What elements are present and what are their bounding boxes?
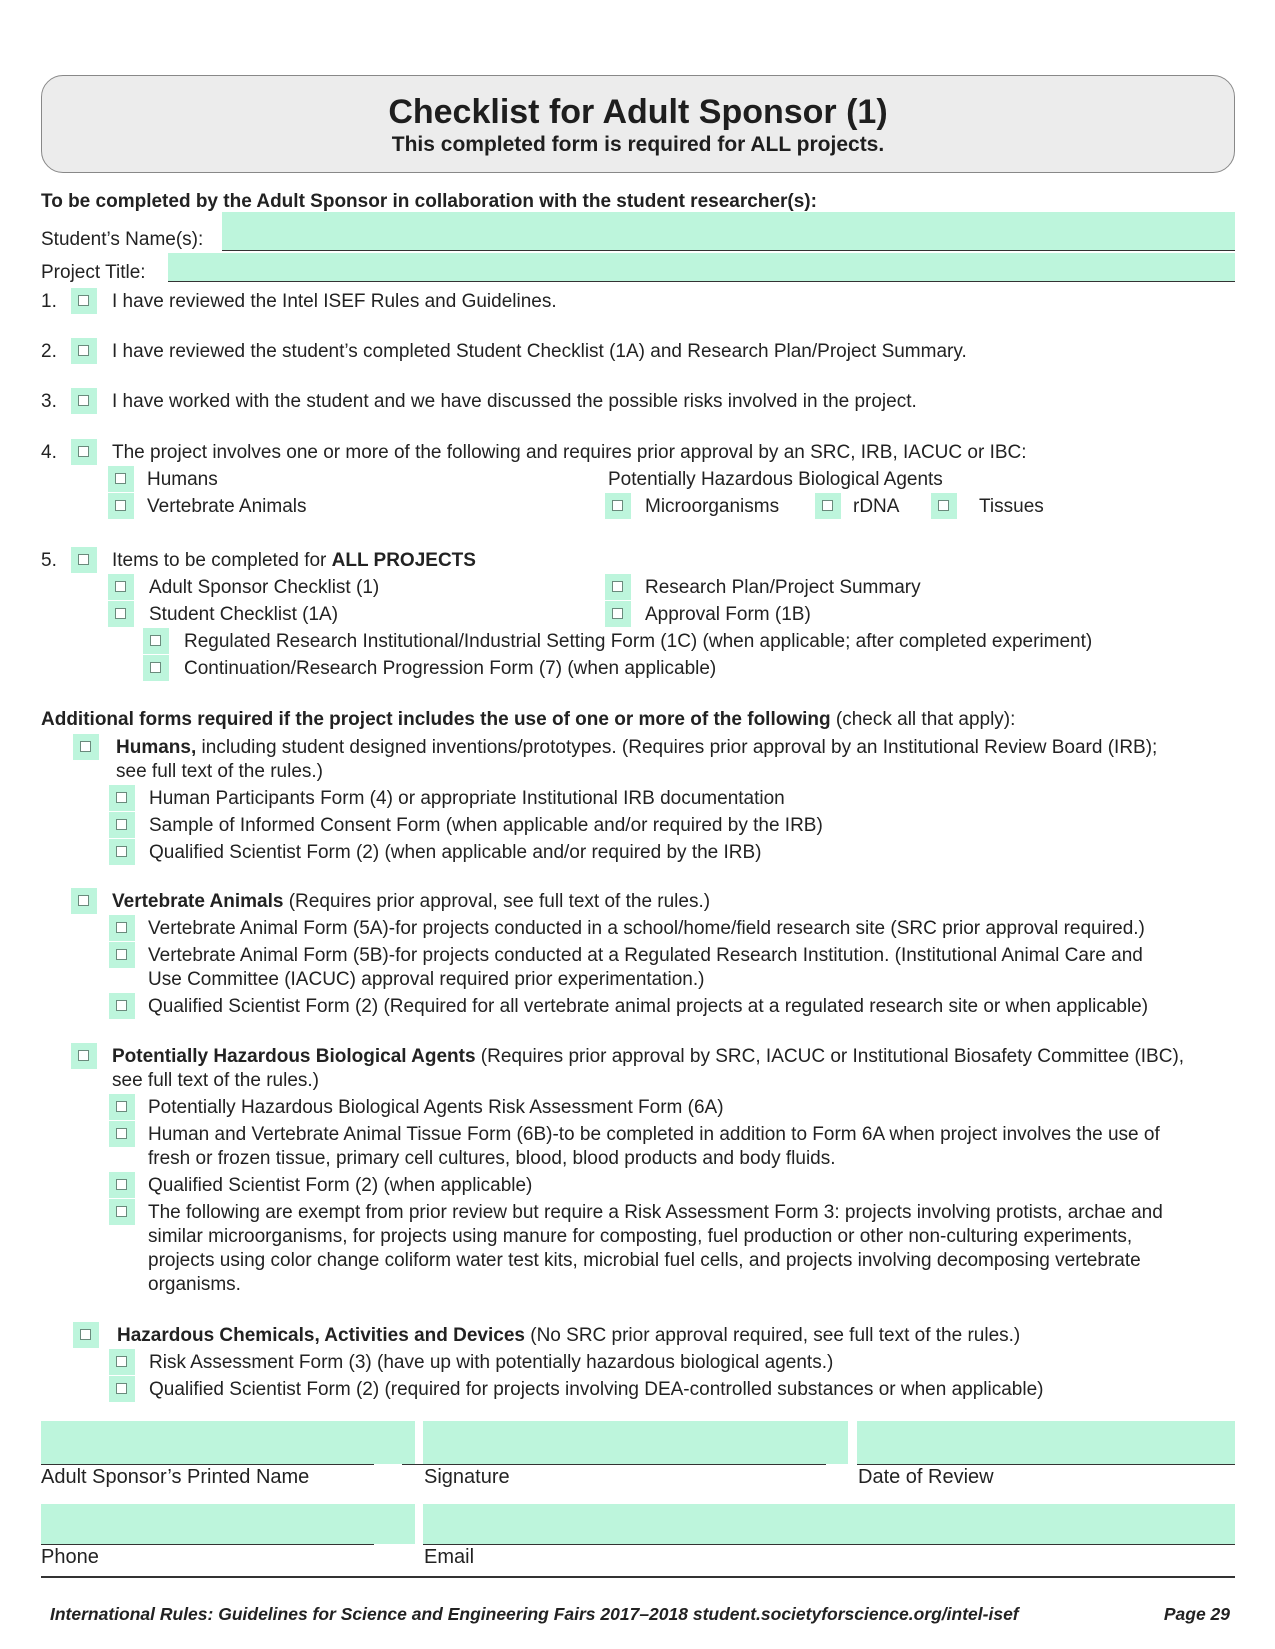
item-3-number: 3.: [41, 391, 57, 412]
item-1-checkbox[interactable]: [71, 288, 97, 314]
date-of-review-field[interactable]: [857, 1421, 1235, 1464]
add-hazardous-text: Hazardous Chemicals, Activities and Devices (No SRC prior approval required, see full text of the rules.): [117, 1325, 1021, 1346]
student-names-label: Student’s Name(s):: [41, 229, 204, 250]
humans-qualified-scientist-checkbox[interactable]: [109, 839, 135, 865]
page-subtitle: This completed form is required for ALL projects.: [391, 133, 885, 156]
item-4-text: The project involves one or more of the following and requires prior approval by an SRC, IRB, IACUC or IBC:: [112, 442, 1027, 463]
printed-name-field[interactable]: [41, 1421, 415, 1464]
signature-label: Signature: [424, 1466, 510, 1488]
project-title-label: Project Title:: [41, 262, 146, 283]
microorganisms-label: Microorganisms: [645, 496, 780, 517]
vertebrate-5a-checkbox[interactable]: [109, 915, 135, 941]
item-5-checkbox[interactable]: [71, 547, 97, 573]
humans-label: Humans: [147, 469, 218, 490]
add-humans-checkbox[interactable]: [73, 734, 99, 760]
date-of-review-label: Date of Review: [858, 1466, 994, 1488]
signature-field[interactable]: [423, 1421, 848, 1464]
item-2-checkbox[interactable]: [71, 338, 97, 364]
add-humans-text: Humans, including student designed inventions/prototypes. (Requires prior approval by an Institutional Review Board (IRB);: [116, 737, 1158, 758]
phba-6b-label: Human and Vertebrate Animal Tissue Form (6B)-to be completed in addition to Form 6A when project involves the use of: [148, 1124, 1160, 1145]
phba-exempt-checkbox[interactable]: [109, 1199, 135, 1225]
informed-consent-checkbox[interactable]: [109, 812, 135, 838]
add-phba-text-2: see full text of the rules.): [112, 1070, 319, 1091]
vertebrate-5b-checkbox[interactable]: [109, 942, 135, 968]
student-names-underline: [222, 250, 1235, 251]
item-2-text: I have reviewed the student’s completed Student Checklist (1A) and Research Plan/Project Summary.: [112, 341, 967, 362]
item-4-checkbox[interactable]: [71, 439, 97, 465]
hazardous-qualified-scientist-label: Qualified Scientist Form (2) (required for projects involving DEA-controlled substances or when applicable): [149, 1379, 1044, 1400]
form-header: [41, 75, 1235, 173]
footer-text: International Rules: Guidelines for Science and Engineering Fairs 2017–2018 student.societyforscience.org/intel-isef: [50, 1604, 1019, 1624]
vertebrate-5b-label-2: Use Committee (IACUC) approval required prior experimentation.): [148, 969, 705, 990]
item-4-number: 4.: [41, 442, 57, 463]
item-3-text: I have worked with the student and we have discussed the possible risks involved in the project.: [112, 391, 917, 412]
item-3-checkbox[interactable]: [71, 388, 97, 414]
phba-exempt-label-2: similar microorganisms, for projects using manure for composting, fuel production or other non-culturing experiments,: [148, 1226, 1133, 1247]
footer-divider: [41, 1576, 1235, 1578]
add-vertebrate-text: Vertebrate Animals (Requires prior approval, see full text of the rules.): [112, 891, 711, 912]
student-checklist-checkbox[interactable]: [108, 601, 134, 627]
humans-qualified-scientist-label: Qualified Scientist Form (2) (when applicable and/or required by the IRB): [149, 842, 762, 863]
phone-label: Phone: [41, 1546, 99, 1568]
humans-checkbox[interactable]: [108, 466, 134, 492]
phba-qualified-scientist-checkbox[interactable]: [109, 1172, 135, 1198]
email-underline: [423, 1544, 1235, 1545]
intro-instruction: To be completed by the Adult Sponsor in collaboration with the student researcher(s):: [41, 191, 817, 212]
page-number: Page 29: [1163, 1604, 1230, 1624]
adult-sponsor-checklist-checkbox[interactable]: [108, 574, 134, 600]
research-plan-label: Research Plan/Project Summary: [645, 577, 921, 598]
phba-exempt-label-3: projects using color change coliform water test kits, microbial fuel cells, and projects involving decomposing vertebrate: [148, 1250, 1141, 1271]
vertebrate-checkbox[interactable]: [108, 493, 134, 519]
item-5-text: Items to be completed for ALL PROJECTS: [112, 550, 476, 571]
phba-6a-label: Potentially Hazardous Biological Agents Risk Assessment Form (6A): [148, 1097, 724, 1118]
student-names-field[interactable]: [222, 212, 1235, 250]
phba-6a-checkbox[interactable]: [109, 1094, 135, 1120]
adult-sponsor-checklist-label: Adult Sponsor Checklist (1): [149, 577, 380, 598]
risk-assessment-checkbox[interactable]: [109, 1349, 135, 1375]
vertebrate-5a-label: Vertebrate Animal Form (5A)-for projects conducted in a school/home/field research site (SRC prior approval required.): [148, 918, 1145, 939]
project-title-underline: [168, 281, 1235, 282]
continuation-form-checkbox[interactable]: [143, 655, 169, 681]
add-phba-checkbox[interactable]: [71, 1043, 97, 1069]
regulated-form-label: Regulated Research Institutional/Industrial Setting Form (1C) (when applicable; after completed experiment): [184, 631, 1093, 652]
phone-field[interactable]: [41, 1504, 415, 1544]
phba-subheading: Potentially Hazardous Biological Agents: [608, 469, 943, 490]
vertebrate-qualified-scientist-checkbox[interactable]: [109, 993, 135, 1019]
microorganisms-checkbox[interactable]: [605, 493, 631, 519]
approval-form-label: Approval Form (1B): [645, 604, 811, 625]
rdna-label: rDNA: [853, 496, 900, 517]
student-checklist-label: Student Checklist (1A): [149, 604, 339, 625]
add-hazardous-checkbox[interactable]: [73, 1322, 99, 1348]
item-5-bold: ALL PROJECTS: [331, 550, 476, 571]
email-field[interactable]: [423, 1504, 1235, 1544]
vertebrate-qualified-scientist-label: Qualified Scientist Form (2) (Required for all vertebrate animal projects at a regulated research site or when applicable): [148, 996, 1149, 1017]
item-1-text: I have reviewed the Intel ISEF Rules and Guidelines.: [112, 291, 557, 312]
hazardous-qualified-scientist-checkbox[interactable]: [109, 1376, 135, 1402]
add-vertebrate-checkbox[interactable]: [71, 888, 97, 914]
printed-name-label: Adult Sponsor’s Printed Name: [41, 1466, 310, 1488]
item-2-number: 2.: [41, 341, 57, 362]
email-label: Email: [424, 1546, 475, 1568]
risk-assessment-label: Risk Assessment Form (3) (have up with potentially hazardous biological agents.): [149, 1352, 834, 1373]
phba-qualified-scientist-label: Qualified Scientist Form (2) (when applicable): [148, 1175, 533, 1196]
item-1-number: 1.: [41, 291, 57, 312]
phba-exempt-label: The following are exempt from prior review but require a Risk Assessment Form 3: projects involving protists, archae and: [148, 1202, 1163, 1223]
human-participants-label: Human Participants Form (4) or appropriate Institutional IRB documentation: [149, 788, 785, 809]
informed-consent-label: Sample of Informed Consent Form (when applicable and/or required by the IRB): [149, 815, 823, 836]
tissues-label: Tissues: [979, 496, 1044, 517]
vertebrate-5b-label: Vertebrate Animal Form (5B)-for projects conducted at a Regulated Research Institution. (Institutional Animal Care and: [148, 945, 1143, 966]
phba-6b-label-2: fresh or frozen tissue, primary cell cultures, blood, blood products and body fluids.: [148, 1148, 836, 1169]
research-plan-checkbox[interactable]: [605, 574, 631, 600]
page-title: Checklist for Adult Sponsor (1): [388, 93, 888, 131]
regulated-form-checkbox[interactable]: [143, 628, 169, 654]
phba-6b-checkbox[interactable]: [109, 1121, 135, 1147]
additional-heading: Additional forms required if the project includes the use of one or more of the following (check all that apply):: [41, 709, 1016, 730]
add-phba-text: Potentially Hazardous Biological Agents (Requires prior approval by SRC, IACUC or Institutional Biosafety Committee (IBC),: [112, 1046, 1185, 1067]
tissues-checkbox[interactable]: [931, 493, 957, 519]
vertebrate-label: Vertebrate Animals: [147, 496, 307, 517]
footer: [50, 1604, 1230, 1625]
item-5-number: 5.: [41, 550, 57, 571]
human-participants-checkbox[interactable]: [109, 785, 135, 811]
add-humans-text-2: see full text of the rules.): [116, 761, 323, 782]
project-title-field[interactable]: [168, 253, 1235, 281]
rdna-checkbox[interactable]: [815, 493, 841, 519]
phba-exempt-label-4: organisms.: [148, 1274, 241, 1295]
approval-form-checkbox[interactable]: [605, 601, 631, 627]
continuation-form-label: Continuation/Research Progression Form (7) (when applicable): [184, 658, 717, 679]
